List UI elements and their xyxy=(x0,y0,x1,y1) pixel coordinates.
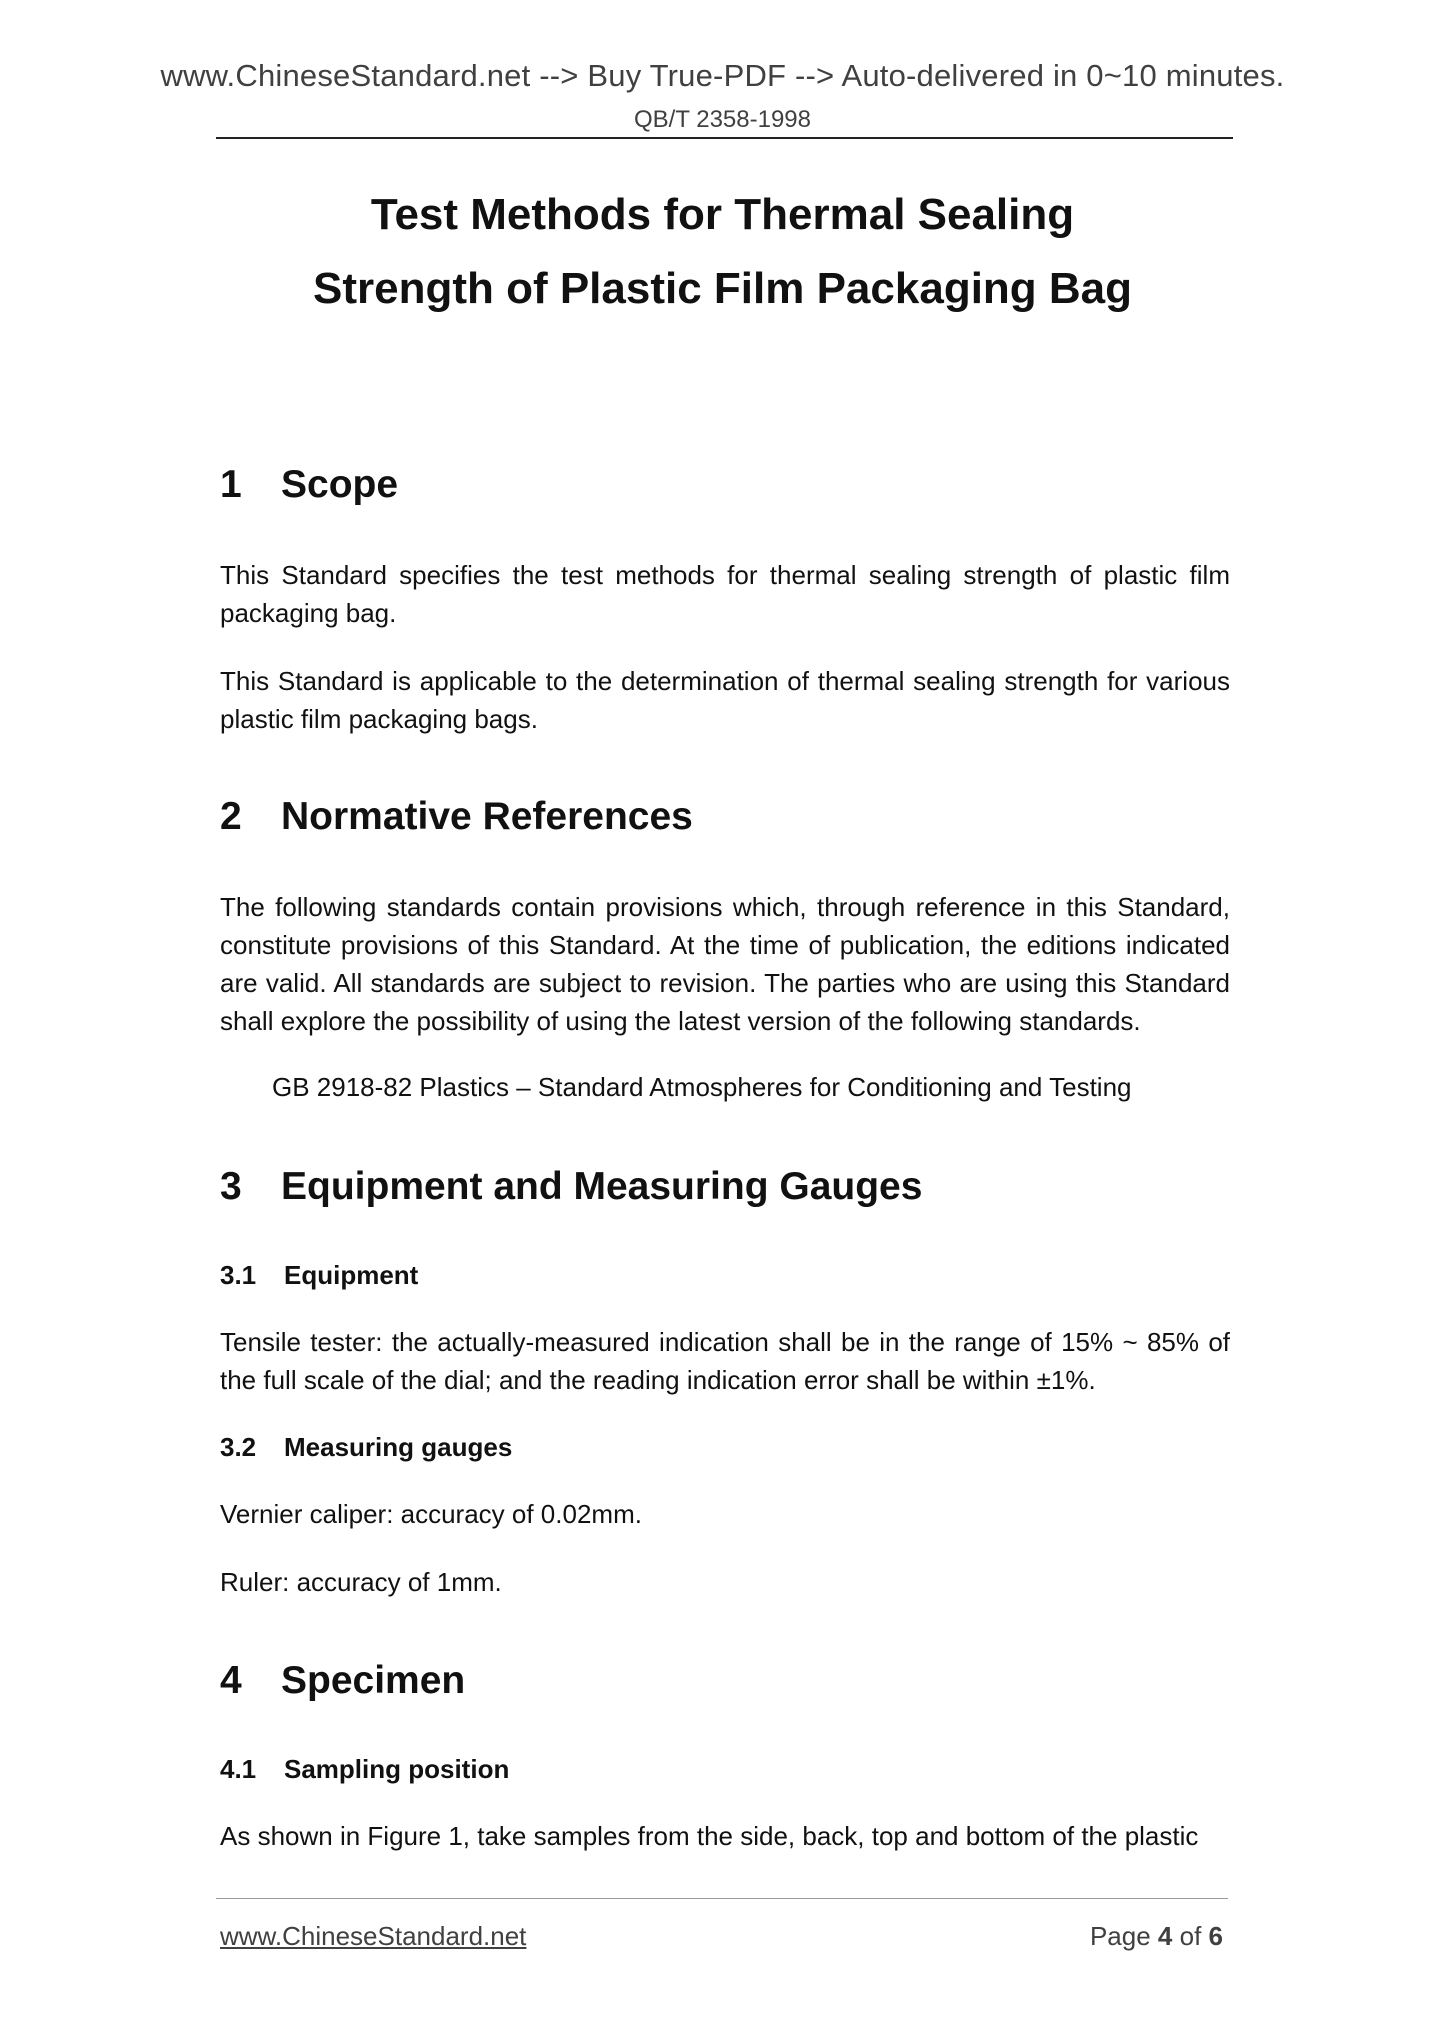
vernier-caliper-text: Vernier caliper: accuracy of 0.02mm. xyxy=(220,1499,642,1529)
document-title-line-1: Test Methods for Thermal Sealing xyxy=(370,190,1075,239)
section-heading-normative-references xyxy=(220,795,693,839)
ruler-text: Ruler: accuracy of 1mm. xyxy=(220,1567,502,1597)
page-indicator xyxy=(1090,1921,1223,1952)
header-divider xyxy=(216,137,1233,139)
reference-item: GB 2918-82 Plastics – Standard Atmospheres for Conditioning and Testing xyxy=(272,1072,1132,1102)
document-title-line-2: Strength of Plastic Film Packaging Bag xyxy=(312,264,1133,313)
standard-code: QB/T 2358-1998 xyxy=(633,106,811,133)
section-number: 2 xyxy=(220,795,242,838)
page-of-label: of xyxy=(1179,1921,1202,1951)
section-heading-equipment xyxy=(220,1165,922,1209)
normative-references-paragraph: The following standards contain provisions which, through reference in this Standard, constitute provisions of this Standard. At the time of publication, the editions indicated are valid. All standards are subject to revision. The parties who are using this Standard shall explore the possibility of using the latest version of the following standards. xyxy=(220,892,1230,1036)
section-number: 1 xyxy=(220,463,242,506)
section-heading-scope xyxy=(220,463,398,507)
subsection-heading-equipment xyxy=(220,1260,418,1291)
subsection-number: 3.1 xyxy=(220,1260,257,1290)
section-heading-specimen xyxy=(220,1659,465,1703)
header-banner: www.ChineseStandard.net --> Buy True-PDF --> Auto-delivered in 0~10 minutes. xyxy=(160,58,1285,93)
section-title: Equipment and Measuring Gauges xyxy=(281,1165,923,1208)
page-current: 4 xyxy=(1157,1921,1173,1951)
page-total: 6 xyxy=(1208,1921,1223,1951)
scope-paragraph-1: This Standard specifies the test methods for thermal sealing strength of plastic film packaging bag. xyxy=(220,560,1230,628)
subsection-heading-sampling-position xyxy=(220,1754,509,1785)
page-label: Page xyxy=(1089,1921,1151,1951)
subsection-title: Equipment xyxy=(284,1260,419,1290)
section-title: Normative References xyxy=(281,795,693,838)
subsection-title: Sampling position xyxy=(284,1754,510,1784)
subsection-number: 3.2 xyxy=(220,1432,257,1462)
section-number: 4 xyxy=(220,1659,242,1702)
section-number: 3 xyxy=(220,1165,242,1208)
equipment-paragraph: Tensile tester: the actually-measured indication shall be in the range of 15% ~ 85% of the full scale of the dial; and the reading indication error shall be within ±1%. xyxy=(220,1327,1230,1395)
subsection-title: Measuring gauges xyxy=(284,1432,513,1462)
footer-divider xyxy=(216,1898,1228,1899)
scope-paragraph-2: This Standard is applicable to the determination of thermal sealing strength for various plastic film packaging bags. xyxy=(220,666,1230,734)
sampling-position-paragraph: As shown in Figure 1, take samples from the side, back, top and bottom of the plastic xyxy=(220,1821,1199,1851)
subsection-heading-measuring-gauges xyxy=(220,1432,512,1463)
section-title: Scope xyxy=(281,463,399,506)
footer-website-link[interactable]: www.ChineseStandard.net xyxy=(220,1921,527,1951)
subsection-number: 4.1 xyxy=(220,1754,257,1784)
section-title: Specimen xyxy=(281,1659,466,1702)
